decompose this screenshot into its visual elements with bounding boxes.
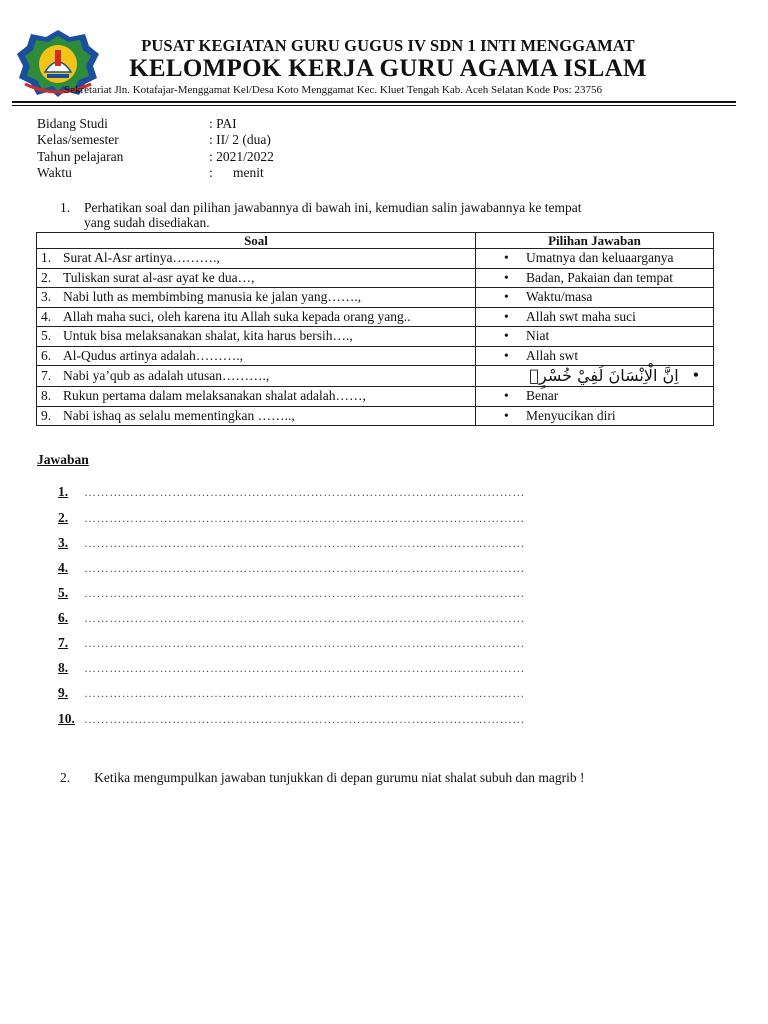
header-organization: PUSAT KEGIATAN GURU GUGUS IV SDN 1 INTI MENGGAMAT [141,36,635,55]
info-value: : PAI [209,116,237,131]
table-row [37,406,714,426]
soal-text: Rukun pertama dalam melaksanakan shalat adalah……, [63,388,366,404]
answer-dots: …………………………………………………………………………………………… [84,485,525,499]
answer-dots: …………………………………………………………………………………………… [84,686,525,700]
info-row [37,165,274,181]
pilihan-text: Badan, Pakaian dan tempat [526,269,673,285]
table-row [37,366,714,387]
soal-text: Allah maha suci, oleh karena itu Allah suka kepada orang yang.. [63,308,411,324]
question-1 [60,200,700,230]
answer-number: 4. [58,560,69,575]
answer-line[interactable] [58,610,525,626]
info-row [37,149,274,165]
row-number: 6. [41,347,52,363]
row-number: 7. [41,368,52,383]
pilihan-cell [476,307,714,327]
info-row [37,132,274,148]
table-row [37,387,714,407]
info-label: Bidang Studi [37,116,108,131]
bullet-icon: • [504,328,509,344]
row-number: 4. [41,308,52,324]
answer-line[interactable] [58,510,525,526]
soal-text: Untuk bisa melaksanakan shalat, kita harus bersih…., [63,328,353,344]
pilihan-text: Benar [526,388,559,404]
answer-number: 2. [58,510,69,525]
answer-number: 7. [58,635,69,650]
pilihan-cell [476,268,714,288]
table-row [37,288,714,308]
pilihan-cell [476,327,714,347]
question-text: yang sudah disediakan. [84,215,210,230]
table-row [37,327,714,347]
pilihan-text: Allah swt maha suci [526,308,636,324]
bullet-icon: • [504,407,509,423]
answer-dots: …………………………………………………………………………………………… [84,511,525,525]
answer-line[interactable] [58,585,525,601]
header-divider-thin [12,105,736,106]
answer-dots: …………………………………………………………………………………………… [84,561,525,575]
soal-cell [37,307,476,327]
info-label: Waktu [37,165,72,181]
row-number: 1. [41,250,52,266]
question-number: 1. [60,200,71,215]
soal-cell [37,346,476,366]
bullet-icon: • [504,289,509,305]
answer-number: 5. [58,585,69,600]
bullet-icon: • [504,347,509,363]
pilihan-cell [476,366,714,387]
pilihan-text: Waktu/masa [526,289,593,305]
bullet-icon: • [504,308,509,324]
answer-line[interactable] [58,660,525,676]
pilihan-text: Umatnya dan keluaarganya [526,250,674,266]
soal-cell [37,249,476,269]
table-header-row [37,233,714,249]
row-number: 9. [41,407,52,423]
pilihan-text: Allah swt [526,347,579,363]
question-text: Ketika mengumpulkan jawaban tunjukkan di depan gurumu niat shalat subuh dan magrib ! [94,770,585,785]
column-header-soal: Soal [37,233,476,249]
bullet-icon: • [692,365,699,385]
row-number: 3. [41,289,52,305]
row-number: 5. [41,328,52,344]
soal-text: Surat Al-Asr artinya………., [63,250,220,266]
question-text: Perhatikan soal dan pilihan jawabannya di bawah ini, kemudian salin jawabannya ke tempat [84,200,582,215]
pilihan-text: Menyucikan diri [526,407,616,423]
pilihan-cell [476,249,714,269]
table-row [37,268,714,288]
answer-dots: …………………………………………………………………………………………… [84,712,525,726]
header-address: Sekretariat Jln. Kotafajar-Menggamat Kel/Desa Koto Menggamat Kec. Kluet Tengah Kab. Aceh Selatan Kode Pos: 23756 [64,84,602,96]
question-number: 2. [60,770,71,785]
row-number: 8. [41,388,52,404]
soal-cell [37,268,476,288]
pilihan-text: Niat [526,328,550,344]
pilihan-cell [476,288,714,308]
answer-number: 9. [58,685,69,700]
info-label: Tahun pelajaran [37,148,124,164]
column-header-pilihan: Pilihan Jawaban [476,233,714,249]
bullet-icon: • [504,250,509,266]
soal-text: Nabi luth as membimbing manusia ke jalan yang……., [63,289,362,305]
answer-dots: …………………………………………………………………………………………… [84,661,525,675]
header-divider [12,101,736,103]
answer-line[interactable] [58,685,525,701]
header-title: KELOMPOK KERJA GURU AGAMA ISLAM [129,55,647,82]
soal-cell [37,288,476,308]
subject-info [37,116,274,182]
soal-cell [37,327,476,347]
soal-cell [37,366,476,387]
answer-dots: …………………………………………………………………………………………… [84,636,525,650]
info-value: : 2021/2022 [209,148,274,164]
answer-number: 3. [58,535,69,550]
answer-dots: …………………………………………………………………………………………… [84,586,525,600]
table-row [37,249,714,269]
soal-text: Nabi ya’qub as adalah utusan………., [63,368,270,383]
soal-text: Nabi ishaq as selalu mementingkan …….., [63,407,295,423]
info-value: : menit [209,165,264,181]
soal-cell [37,387,476,407]
soal-text: Al-Qudus artinya adalah………., [63,347,243,363]
answer-line[interactable] [58,560,525,576]
info-label: Kelas/semester [37,132,119,148]
soal-text: Tuliskan surat al-asr ayat ke dua…, [63,269,255,285]
pilihan-cell [476,406,714,426]
matching-table [36,232,714,426]
answer-number: 1. [58,484,69,499]
jawaban-title: Jawaban [37,452,89,467]
bullet-icon: • [504,269,509,285]
answer-dots: …………………………………………………………………………………………… [84,536,525,550]
table-row [37,346,714,366]
answer-number: 10. [58,711,75,726]
answer-line[interactable] [58,635,525,651]
question-2 [60,770,585,786]
answer-dots: …………………………………………………………………………………………… [84,611,525,625]
info-value: : II/ 2 (dua) [209,132,271,148]
answer-number: 8. [58,660,69,675]
row-number: 2. [41,269,52,285]
table-row [37,307,714,327]
pilihan-cell [476,387,714,407]
answer-line[interactable] [58,711,525,727]
answer-line[interactable] [58,535,525,551]
pilihan-cell [476,346,714,366]
bullet-icon: • [504,388,509,404]
soal-cell [37,406,476,426]
pilihan-text-arabic: اِنَّ الْاِنْسَانَ لَفِيْ خُسْرٍۙ [529,366,679,385]
answer-line[interactable] [58,484,525,500]
info-row [37,116,274,132]
answer-number: 6. [58,610,69,625]
